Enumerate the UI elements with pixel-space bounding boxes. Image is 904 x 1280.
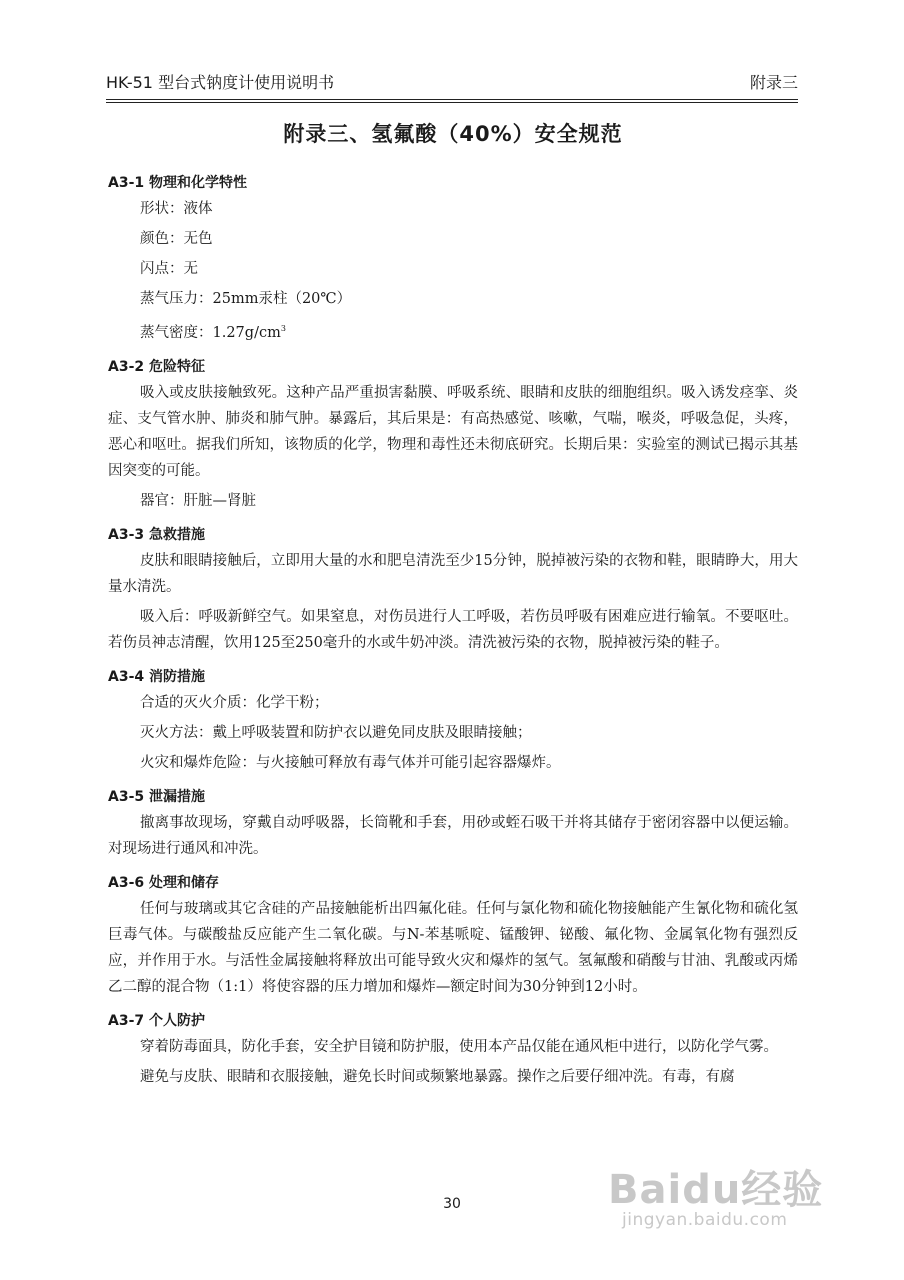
paragraph: 火灾和爆炸危险：与火接触可释放有毒气体并可能引起容器爆炸。 [140,754,561,771]
paragraph: 皮肤和眼睛接触后，立即用大量的水和肥皂清洗至少15分钟，脱掉被污染的衣物和鞋，眼睛睁大，用大量水清洗。 [108,552,798,595]
watermark-logo: Baidu经验 [608,1167,824,1213]
property-line: 闪点：无 [140,261,198,277]
section-firefighting [108,664,798,776]
property-line: 蒸气压力：25mm汞柱（20℃） [140,291,352,307]
header-rule [106,99,798,103]
paragraph: 撤离事故现场，穿戴自动呼吸器，长筒靴和手套，用砂或蛭石吸干并将其储存于密闭容器中以便运输。对现场进行通风和冲洗。 [108,814,798,857]
paragraph: 穿着防毒面具，防化手套，安全护目镜和防护服，使用本产品仅能在通风柜中进行，以防化学气雾。 [140,1038,778,1055]
page-header [106,70,798,99]
paragraph: 器官：肝脏—肾脏 [140,492,256,509]
section-spill-measures [108,784,798,862]
paragraph: 合适的灭火介质：化学干粉； [140,694,329,711]
section-heading: A3-4 消防措施 [108,668,206,685]
page-title: 附录三、氢氟酸（40%）安全规范 [283,122,623,146]
section-heading: A3-5 泄漏措施 [108,788,206,805]
section-handling-storage [108,870,798,1000]
document-body [108,118,798,1090]
baidu-watermark [608,1158,848,1238]
header-title: HK-51 型台式钠度计使用说明书 [106,73,335,92]
paragraph: 吸入或皮肤接触致死。这种产品严重损害黏膜、呼吸系统、眼睛和皮肤的细胞组织。吸入诱发痉挛、炎症、支气管水肿、肺炎和肺气肿。暴露后，其后果是：有高热感觉、咳嗽，气喘，喉炎，呼吸急促，头疼，恶心和呕吐。据我们所知，该物质的化学，物理和毒性还未彻底研究。长期后果：实验室的测试已揭示其基因突变的可能。 [108,384,798,479]
watermark-url: jingyan.baidu.com [622,1210,788,1230]
section-personal-protection [108,1008,798,1090]
property-line: 颜色：无色 [140,231,213,247]
paragraph: 吸入后：呼吸新鲜空气。如果窒息，对伤员进行人工呼吸，若伤员呼吸有困难应进行输氧。不要呕吐。若伤员神志清醒，饮用125至250毫升的水或牛奶冲淡。清洗被污染的衣物，脱掉被污染的鞋子。 [108,608,798,651]
section-heading: A3-7 个人防护 [108,1012,206,1029]
property-line-density [108,316,798,346]
section-hazards [108,354,798,514]
header-appendix-label: 附录三 [749,73,798,92]
section-heading: A3-2 危险特征 [108,358,206,375]
section-heading: A3-3 急救措施 [108,526,206,543]
section-heading: A3-6 处理和储存 [108,874,220,891]
property-line: 形状：液体 [140,201,213,217]
density-superscript: 3 [280,324,286,333]
paragraph: 灭火方法：戴上呼吸装置和防护衣以避免同皮肤及眼睛接触； [140,724,532,741]
page-number: 30 [443,1196,461,1212]
section-heading: A3-1 物理和化学特性 [108,175,248,191]
section-physical-chemical [108,170,798,346]
paragraph: 避免与皮肤、眼睛和衣服接触，避免长时间或频繁地暴露。操作之后要仔细冲洗。有毒，有腐 [140,1068,735,1085]
density-text: 蒸气密度：1.27g/cm [140,324,281,341]
paragraph: 任何与玻璃或其它含硅的产品接触能析出四氟化硅。任何与氯化物和硫化物接触能产生氰化物和硫化氢巨毒气体。与碳酸盐反应能产生二氧化碳。与N-苯基哌啶、锰酸钾、铋酸、氟化物、金属氧化物有强烈反应，并作用于水。与活性金属接触将释放出可能导致火灾和爆炸的氢气。氢氟酸和硝酸与甘油、乳酸或丙烯乙二醇的混合物（1:1）将使容器的压力增加和爆炸—额定时间为30分钟到12小时。 [108,900,798,995]
section-first-aid [108,522,798,656]
